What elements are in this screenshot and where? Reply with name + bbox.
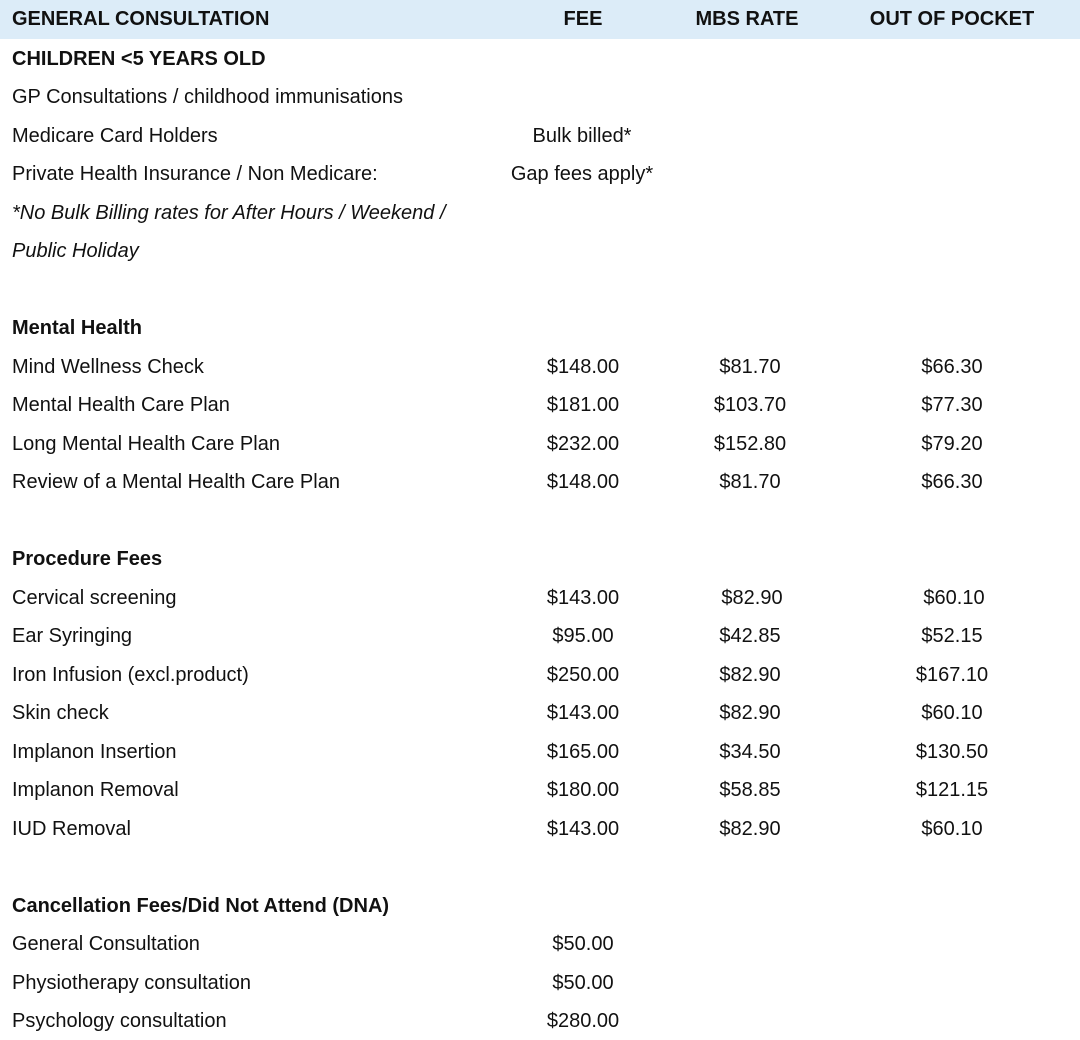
row-label: Private Health Insurance / Non Medicare:	[12, 163, 378, 185]
row-mbs-rate: $81.70	[719, 356, 781, 378]
row-out-of-pocket: $167.10	[915, 664, 989, 686]
row-fee: $50.00	[552, 972, 614, 994]
table-row	[0, 348, 1080, 386]
row-fee: $148.00	[546, 471, 620, 493]
row-mbs-rate: $82.90	[719, 664, 781, 686]
row-mbs-rate: $152.80	[713, 433, 787, 455]
row-out-of-pocket: $52.15	[921, 625, 983, 647]
row-label: Review of a Mental Health Care Plan	[12, 471, 340, 493]
row-fee: $180.00	[546, 779, 620, 801]
section-heading: Mental Health	[12, 317, 143, 339]
row-fee: $95.00	[552, 625, 614, 647]
row-label: Medicare Card Holders	[12, 125, 218, 147]
row-label: Mind Wellness Check	[12, 356, 204, 378]
row-label: Ear Syringing	[12, 625, 133, 647]
row-out-of-pocket: $60.10	[921, 702, 983, 724]
row-fee: Gap fees apply*	[510, 163, 654, 185]
table-row	[0, 78, 1080, 116]
row-fee: $250.00	[546, 664, 620, 686]
table-row	[0, 733, 1080, 771]
row-out-of-pocket: $79.20	[921, 433, 983, 455]
row-label: Iron Infusion (excl.product)	[12, 664, 249, 686]
section-procedure-fees	[0, 540, 1080, 578]
table-row	[0, 925, 1080, 963]
section-heading: Cancellation Fees/Did Not Attend (DNA)	[12, 895, 390, 917]
row-mbs-rate: $81.70	[719, 471, 781, 493]
row-label: Implanon Removal	[12, 779, 179, 801]
row-label: Physiotherapy consultation	[12, 972, 252, 994]
row-label: Psychology consultation	[12, 1010, 227, 1032]
row-mbs-rate: $34.50	[719, 741, 781, 763]
row-fee: $148.00	[546, 356, 620, 378]
row-out-of-pocket: $60.10	[923, 587, 985, 609]
table-row	[0, 771, 1080, 809]
row-mbs-rate: $42.85	[719, 625, 781, 647]
table-row	[0, 425, 1080, 463]
note-line-1: *No Bulk Billing rates for After Hours / Weekend /	[12, 202, 446, 224]
row-fee: $50.00	[552, 933, 614, 955]
row-mbs-rate: $82.90	[719, 818, 781, 840]
row-label: Cervical screening	[12, 587, 177, 609]
section-children	[0, 40, 1080, 78]
row-fee: $143.00	[546, 587, 620, 609]
row-fee: $280.00	[546, 1010, 620, 1032]
section-heading: CHILDREN <5 YEARS OLD	[12, 48, 266, 70]
row-label: Mental Health Care Plan	[12, 394, 230, 416]
row-label: Implanon Insertion	[12, 741, 177, 763]
header-title: GENERAL CONSULTATION	[12, 8, 270, 30]
row-fee: $143.00	[546, 818, 620, 840]
row-fee: $165.00	[546, 741, 620, 763]
section-heading: Procedure Fees	[12, 548, 163, 570]
header-fee: FEE	[563, 8, 603, 30]
table-row	[0, 386, 1080, 424]
row-label: Long Mental Health Care Plan	[12, 433, 280, 455]
header-mbs-rate: MBS RATE	[695, 8, 799, 30]
table-row	[0, 810, 1080, 848]
row-out-of-pocket: $77.30	[921, 394, 983, 416]
header-out-of-pocket: OUT OF POCKET	[869, 8, 1035, 30]
table-row	[0, 964, 1080, 1002]
row-mbs-rate: $103.70	[713, 394, 787, 416]
table-row	[0, 155, 1080, 193]
table-row	[0, 694, 1080, 732]
row-out-of-pocket: $66.30	[921, 356, 983, 378]
row-label: General Consultation	[12, 933, 200, 955]
bulk-billing-note	[0, 232, 1080, 270]
row-out-of-pocket: $66.30	[921, 471, 983, 493]
bulk-billing-note	[0, 194, 1080, 232]
table-row	[0, 1002, 1080, 1034]
table-row	[0, 617, 1080, 655]
row-label: IUD Removal	[12, 818, 131, 840]
row-out-of-pocket: $60.10	[921, 818, 983, 840]
row-label: Skin check	[12, 702, 109, 724]
row-mbs-rate: $82.90	[721, 587, 783, 609]
row-out-of-pocket: $130.50	[915, 741, 989, 763]
row-out-of-pocket: $121.15	[915, 779, 989, 801]
row-mbs-rate: $58.85	[719, 779, 781, 801]
row-label: GP Consultations / childhood immunisations	[12, 86, 403, 108]
table-row	[0, 656, 1080, 694]
section-cancellation-fees	[0, 887, 1080, 925]
row-fee: Bulk billed*	[532, 125, 632, 147]
row-mbs-rate: $82.90	[719, 702, 781, 724]
table-row	[0, 117, 1080, 155]
table-row	[0, 579, 1080, 617]
note-line-2: Public Holiday	[12, 240, 139, 262]
row-fee: $143.00	[546, 702, 620, 724]
row-fee: $181.00	[546, 394, 620, 416]
table-header	[0, 0, 1080, 39]
row-fee: $232.00	[546, 433, 620, 455]
section-mental-health	[0, 309, 1080, 347]
table-row	[0, 463, 1080, 501]
